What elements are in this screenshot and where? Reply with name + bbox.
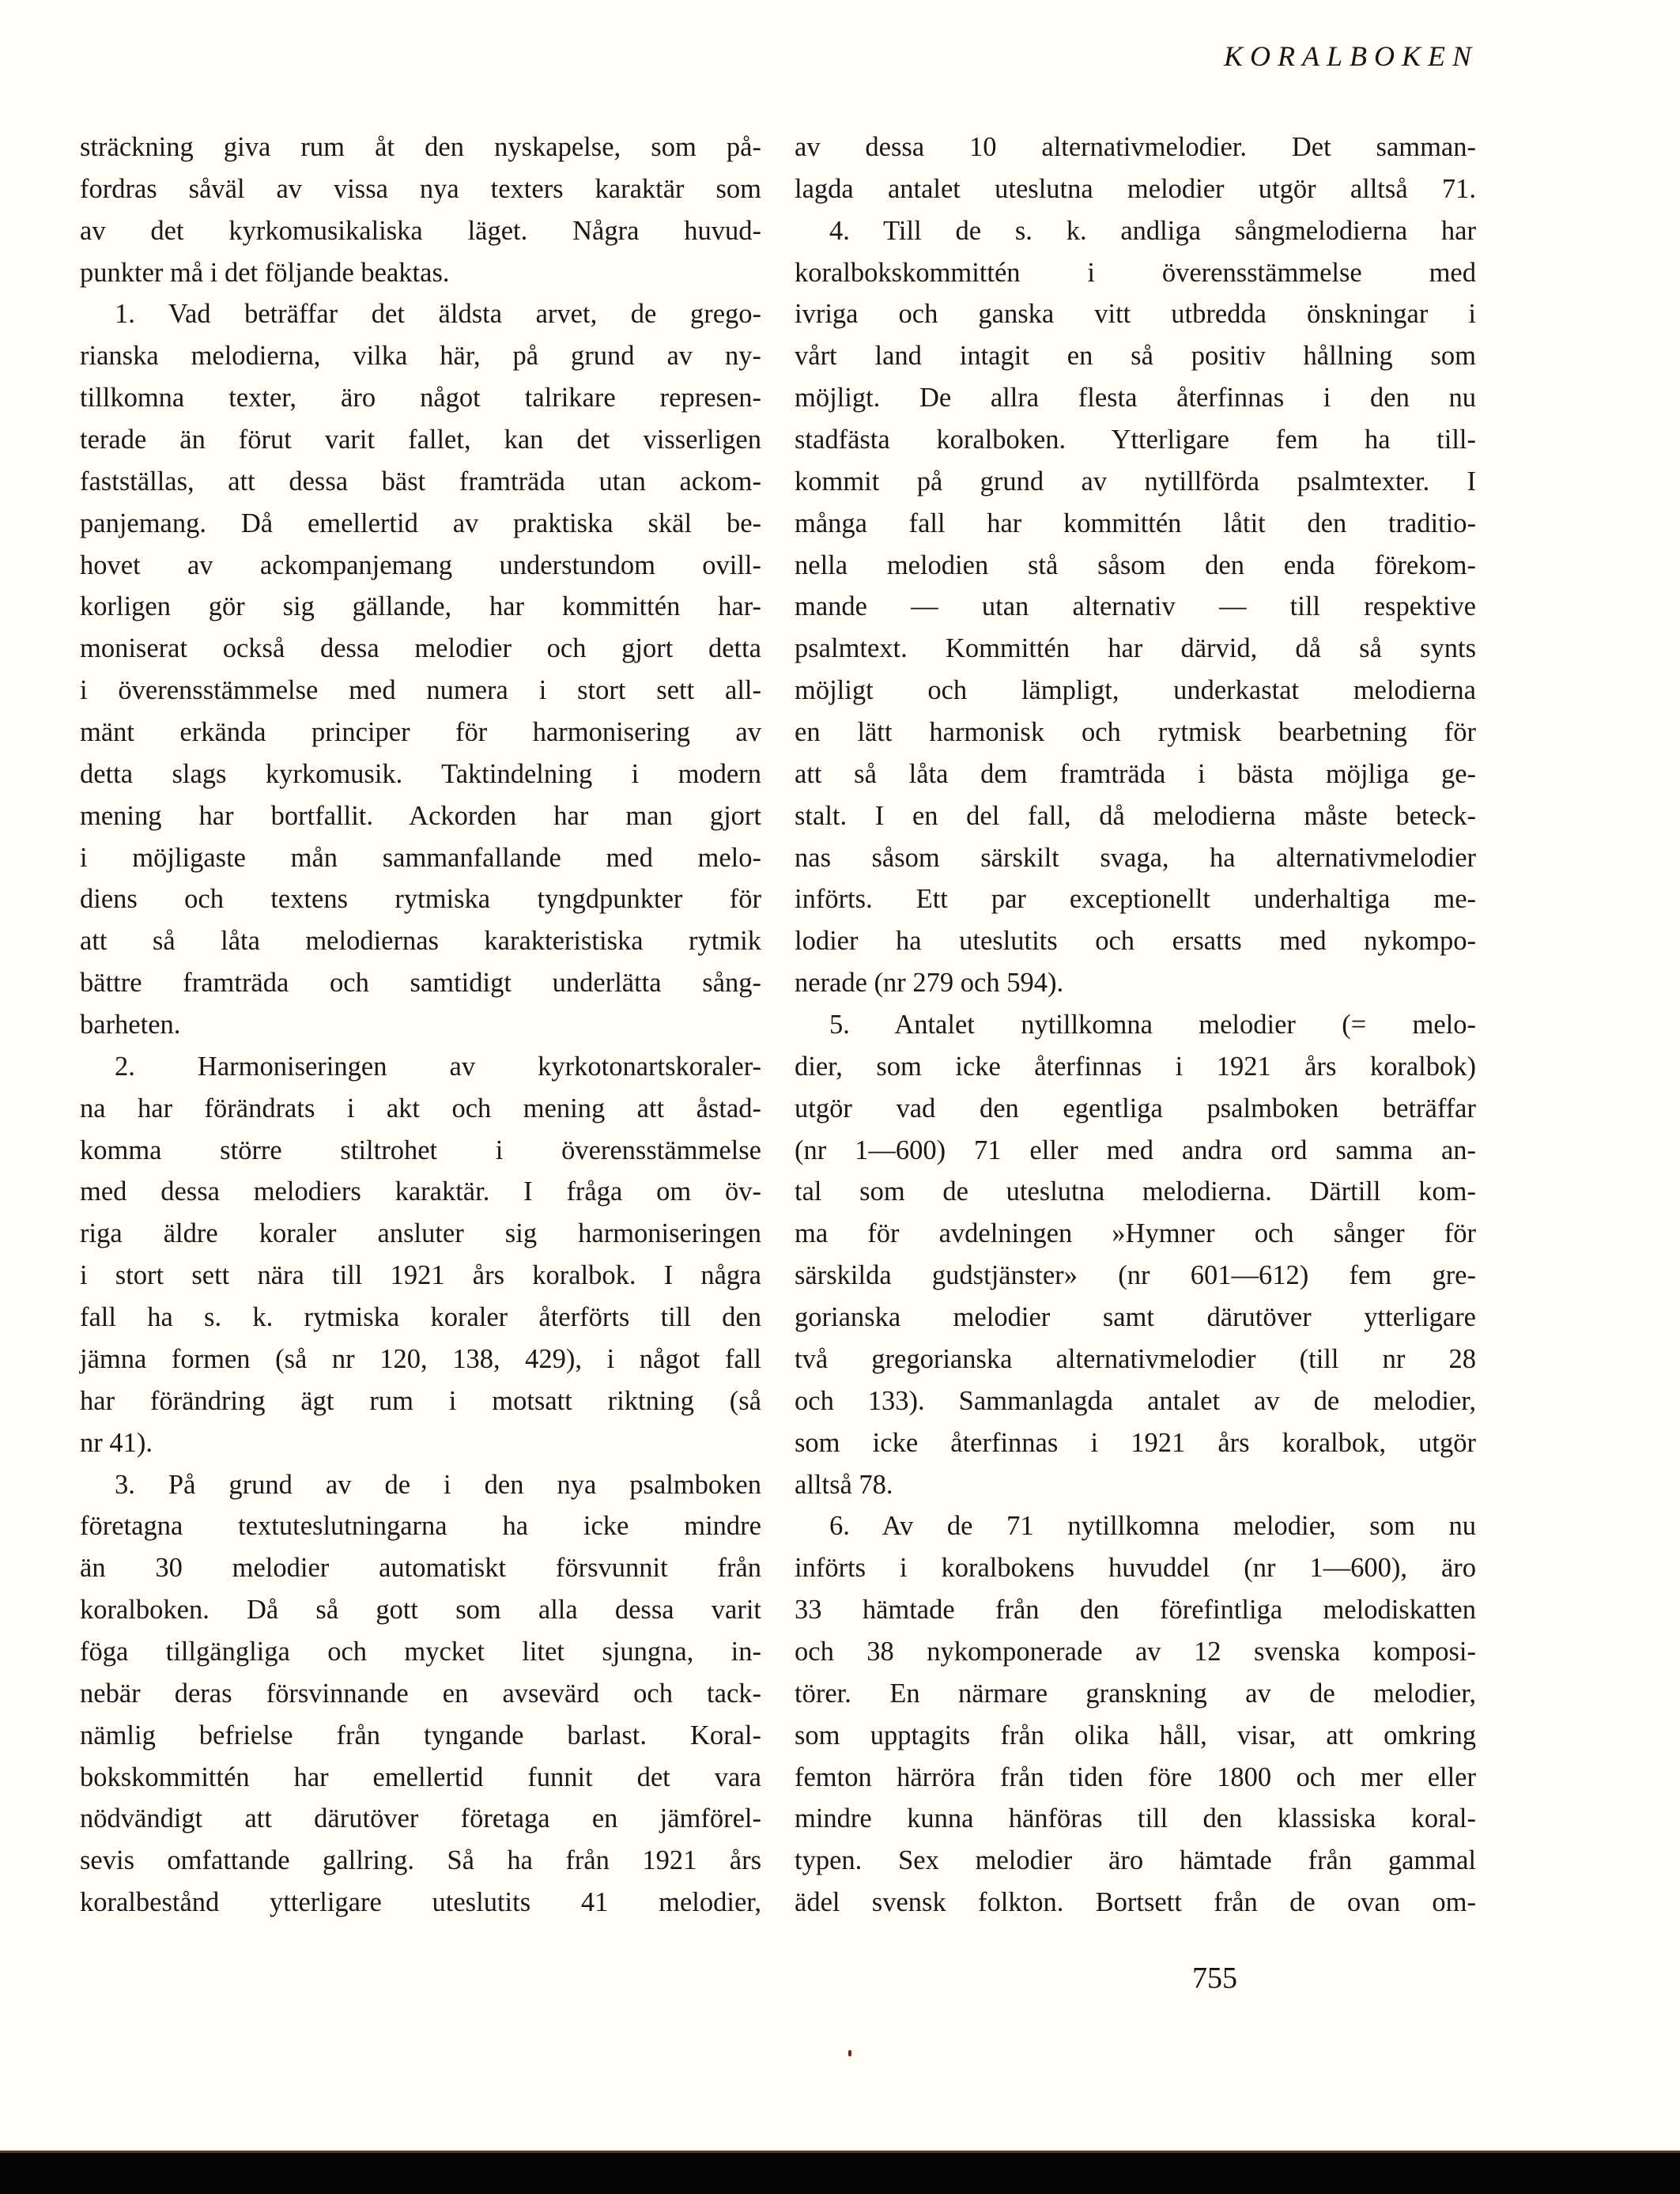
text-line: hovet av ackompanjemang understundom ovill- xyxy=(80,549,761,580)
text-line: 2. Harmoniseringen av kyrkotonartskoraler- xyxy=(115,1051,761,1082)
text-line: som icke återfinnas i 1921 års koralbok, utgör xyxy=(795,1427,1476,1458)
text-line: möjligt och lämpligt, underkastat melodierna xyxy=(795,675,1476,706)
text-line: ädel svensk folkton. Bortsett från de ovan om- xyxy=(795,1887,1476,1918)
text-line: och 38 nykomponerade av 12 svenska komposi- xyxy=(795,1636,1476,1667)
page-number: 755 xyxy=(1192,1962,1237,1995)
print-speck xyxy=(848,2050,851,2056)
text-line: införts. Ett par exceptionellt underhaltiga me- xyxy=(795,884,1476,915)
text-line: kommit på grund av nytillförda psalmtexter. I xyxy=(795,466,1476,497)
text-line: punkter må i det följande beaktas. xyxy=(80,257,450,288)
text-line: 33 hämtade från den förefintliga melodiskatten xyxy=(795,1595,1476,1626)
text-line: femton härröra från tiden före 1800 och mer eller xyxy=(795,1762,1476,1792)
text-line: föga tillgängliga och mycket litet sjungna, in- xyxy=(80,1636,761,1667)
text-line: sevis omfattande gallring. Så ha från 1921 års xyxy=(80,1845,761,1876)
text-line: 4. Till de s. k. andliga sångmelodierna har xyxy=(829,215,1476,246)
text-line: 3. På grund av de i den nya psalmboken xyxy=(115,1469,761,1500)
text-line: en lätt harmonisk och rytmisk bearbetning för xyxy=(795,717,1476,748)
text-line: nerade (nr 279 och 594). xyxy=(795,968,1064,999)
text-line: vårt land intagit en så positiv hållning som xyxy=(795,341,1476,372)
text-line: som upptagits från olika håll, visar, att omkring xyxy=(795,1720,1476,1750)
text-line: korligen gör sig gällande, har kommittén har- xyxy=(80,591,761,622)
text-line: 6. Av de 71 nytillkomna melodier, som nu xyxy=(829,1511,1476,1542)
text-line: gorianska melodier samt därutöver ytterligare xyxy=(795,1302,1476,1333)
text-line: nr 41). xyxy=(80,1427,153,1458)
text-line: 1. Vad beträffar det äldsta arvet, de grego- xyxy=(115,299,761,330)
text-line: bättre framträda och samtidigt underlätta sång- xyxy=(80,968,761,999)
text-line: införts i koralbokens huvuddel (nr 1—600), äro xyxy=(795,1553,1476,1584)
text-line: riga äldre koraler ansluter sig harmoniseringen xyxy=(80,1218,761,1249)
text-line: nas såsom särskilt svaga, ha alternativmelodier xyxy=(795,842,1476,873)
text-line: sträckning giva rum åt den nyskapelse, som på- xyxy=(80,132,761,162)
text-line: terade än förut varit fallet, kan det visserligen xyxy=(80,425,761,455)
text-line: psalmtext. Kommittén har därvid, då så synts xyxy=(795,633,1476,664)
text-line: barheten. xyxy=(80,1010,181,1040)
text-line: särskilda gudstjänster» (nr 601—612) fem gre- xyxy=(795,1260,1476,1291)
text-line: i stort sett nära till 1921 års koralbok. I några xyxy=(80,1260,761,1291)
text-line: komma större stiltrohet i överensstämmelse xyxy=(80,1135,761,1165)
text-line: stadfästa koralboken. Ytterligare fem ha till- xyxy=(795,425,1476,455)
text-line: (nr 1—600) 71 eller med andra ord samma an- xyxy=(795,1135,1476,1165)
text-line: rianska melodierna, vilka här, på grund av ny- xyxy=(80,341,761,372)
text-line: i möjligaste mån sammanfallande med melo- xyxy=(80,842,761,873)
text-line: diens och textens rytmiska tyngdpunkter för xyxy=(80,884,761,915)
text-line: nödvändigt att därutöver företaga en jämförel- xyxy=(80,1803,761,1834)
text-line: mindre kunna hänföras till den klassiska koral- xyxy=(795,1803,1476,1834)
text-line: koralbestånd ytterligare uteslutits 41 melodier, xyxy=(80,1887,761,1918)
text-line: två gregorianska alternativmelodier (till nr 28 xyxy=(795,1343,1476,1374)
text-line: lodier ha uteslutits och ersatts med nykompo- xyxy=(795,926,1476,957)
text-line: fordras såväl av vissa nya texters karaktär som xyxy=(80,173,761,204)
text-line: jämna formen (så nr 120, 138, 429), i något fall xyxy=(80,1343,761,1374)
text-line: nella melodien stå såsom den enda förekom- xyxy=(795,549,1476,580)
text-line: stalt. I en del fall, då melodierna måste beteck- xyxy=(795,800,1476,831)
text-line: dier, som icke återfinnas i 1921 års koralbok) xyxy=(795,1051,1476,1082)
right-column xyxy=(795,127,1476,1924)
text-line: möjligt. De allra flesta återfinnas i den nu xyxy=(795,383,1476,413)
text-line: tal som de uteslutna melodierna. Därtill kom- xyxy=(795,1176,1476,1207)
text-line: utgör vad den egentliga psalmboken beträffar xyxy=(795,1093,1476,1123)
text-line: mening har bortfallit. Ackorden har man gjort xyxy=(80,800,761,831)
text-line: alltså 78. xyxy=(795,1469,893,1500)
text-line: i överensstämmelse med numera i stort sett all- xyxy=(80,675,761,706)
left-column xyxy=(80,127,761,1924)
text-line: av dessa 10 alternativmelodier. Det samman- xyxy=(795,132,1476,162)
text-line: ma för avdelningen »Hymner och sånger för xyxy=(795,1218,1476,1249)
text-line: med dessa melodiers karaktär. I fråga om öv- xyxy=(80,1176,761,1207)
text-line: koralbokskommittén i överensstämmelse med xyxy=(795,257,1476,288)
text-line: bokskommittén har emellertid funnit det vara xyxy=(80,1762,761,1792)
text-line: ivriga och ganska vitt utbredda önskningar i xyxy=(795,299,1476,330)
text-line: att så låta dem framträda i bästa möjliga ge- xyxy=(795,758,1476,789)
text-line: 5. Antalet nytillkomna melodier (= melo- xyxy=(829,1010,1476,1040)
text-line: av det kyrkomusikaliska läget. Några huvud- xyxy=(80,215,761,246)
text-line: lagda antalet uteslutna melodier utgör alltså 71. xyxy=(795,173,1476,204)
text-line: koralboken. Då så gott som alla dessa varit xyxy=(80,1595,761,1626)
text-line: har förändring ägt rum i motsatt riktning (så xyxy=(80,1385,761,1416)
text-line: mande — utan alternativ — till respektive xyxy=(795,591,1476,622)
text-line: detta slags kyrkomusik. Taktindelning i modern xyxy=(80,758,761,789)
text-line: typen. Sex melodier äro hämtade från gammal xyxy=(795,1845,1476,1876)
text-line: mänt erkända principer för harmonisering av xyxy=(80,717,761,748)
text-line: företagna textuteslutningarna ha icke mindre xyxy=(80,1511,761,1542)
text-line: panjemang. Då emellertid av praktiska skäl be- xyxy=(80,508,761,538)
text-line: tillkomna texter, äro något talrikare represen- xyxy=(80,383,761,413)
text-line: att så låta melodiernas karakteristiska rytmik xyxy=(80,926,761,957)
running-head: KORALBOKEN xyxy=(1223,40,1478,72)
text-line: många fall har kommittén låtit den traditio- xyxy=(795,508,1476,538)
text-line: törer. En närmare granskning av de melodier, xyxy=(795,1678,1476,1709)
text-line: fastställas, att dessa bäst framträda utan ackom- xyxy=(80,466,761,497)
text-line: moniserat också dessa melodier och gjort detta xyxy=(80,633,761,664)
text-line: na har förändrats i akt och mening att åstad- xyxy=(80,1093,761,1123)
text-line: och 133). Sammanlagda antalet av de melodier, xyxy=(795,1385,1476,1416)
text-line: än 30 melodier automatiskt försvunnit från xyxy=(80,1553,761,1584)
scan-border xyxy=(0,2151,1680,2194)
text-line: nebär deras försvinnande en avsevärd och tack- xyxy=(80,1678,761,1709)
text-line: fall ha s. k. rytmiska koraler återförts till den xyxy=(80,1302,761,1333)
text-line: nämlig befrielse från tyngande barlast. Koral- xyxy=(80,1720,761,1750)
